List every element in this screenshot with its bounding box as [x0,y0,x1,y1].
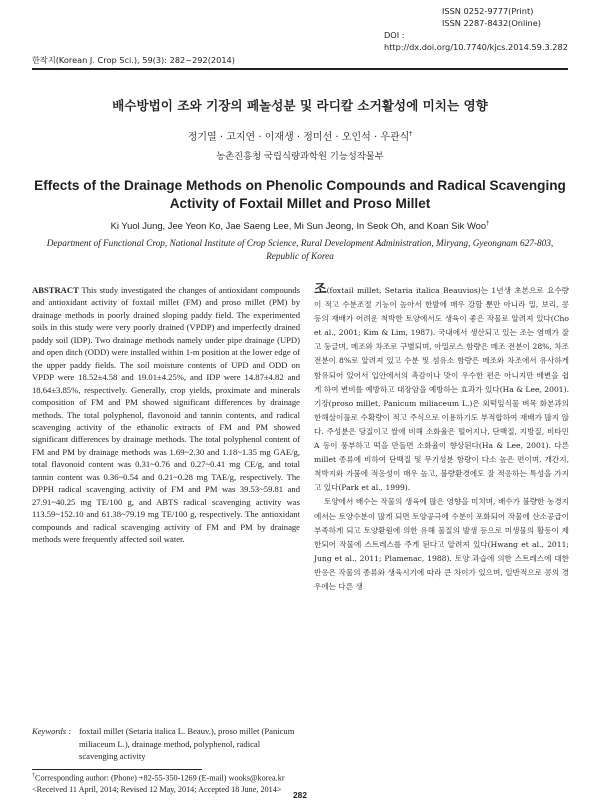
header-identifiers [384,5,568,53]
issn-online: ISSN 2287-8432(Online) [442,18,541,28]
corresponding-author-text: Corresponding author: (Phone) +82-55-350-1269 (E-mail) wooks@korea.kr [35,773,285,783]
affiliation-korean: 농촌진흥청 국립식량과학원 기능성작물부 [216,151,384,162]
title-korean: 배수방법이 조와 기장의 페놀성분 및 라디칼 소거활성에 미치는 영향 [112,98,488,113]
received-dates: <Received 11 April, 2014; Revised 12 May, 2014; Accepted 18 June, 2014> [32,784,282,794]
authors-korean [0,128,600,143]
keywords-text: foxtail millet (Setaria italica L. Beauv.), proso millet (Panicum miliaceum L.), drainage method, polyphenol, radical scavenging activity [79,726,295,761]
author-mark: † [409,130,413,138]
footnote-rule [32,769,202,770]
keywords [32,725,300,763]
author-mark: † [486,220,490,227]
journal-reference: 한작지(Korean J. Crop Sci.), 59(3): 282~292(2014) [32,55,235,65]
affiliation-english: Department of Functional Crop, National Institute of Crop Science, Rural Development Administration, Miryang, Gyeongnam 627-803, Republic of Korea [46,239,554,262]
authors-english-text: Ki Yuol Jung, Jee Yeon Ko, Jae Saeng Lee, Mi Sun Jeong, In Seok Oh, and Koan Sik Woo [110,220,487,231]
abstract [32,284,300,546]
doi: DOI : http://dx.doi.org/10.7740/kjcs.2014.59.3.282 [384,30,568,52]
authors-english [0,220,600,231]
body-paragraph-2: 토양에서 배수는 작물의 생육에 많은 영향을 미치며, 배수가 불량한 농경지에서는 토양수분이 많게 되면 토양공극에 수분이 포화되어 작물에 산소공급이 부족하게 되고 토양환원에 의한 유해 물질의 발생 등으로 미생물의 활동이 제한되어 작물에 스트레스를 주게 된다고 알려져 있다(Hwang et al., 2011; Jung et al., 2011; Plamenac, 1988). 토양 과습에 의한 스트레스에 대한 반응은 작물의 종류와 생육시기에 따라 큰 차이가 있으며, 일반적으로 콩의 경우에는 다른 생 [314,497,569,591]
body-paragraph-1: (foxtail millet, Setaria italica Beauvios)는 1년생 초본으로 요수량이 적고 수분조절 기능이 높아서 한발에 매우 강할 뿐만 아니라 밀, 보리, 콩 등의 재배가 어려운 척박한 토양에서도 생육이 좋은 작물로 알려져 있다(Cho et al., 2001; Kim & Lim, 1987). 국내에서 생산되고 있는 조는 염매가 잘고 둥글며, 메조와 차조로 구별되며, 아밀로스 함량은 메조 전분이 28%, 차조 전분이 8%로 알려져 있고 수분 및 섬유소 함량은 메조와 차조에서 유사하게 함유되어 있어서 입안에서의 촉감이나 맛이 우수한 편은 아니지만 배변을 쉽게 하여 변비를 예방하고 대장암을 예방하는 효과가 있다(Ha & Lee, 2001). 기장(proso millet, Panicum miliaceum L.)은 외떡잎식물 벼목 화본과의 한해살이풀로 수확량이 적고 주식으로 이용하기도 부적합하여 재배가 많지 않다. 주성분은 당질이고 쌀에 비해 소화율은 떨어지나, 단백질, 지방질, 비타민 A 등이 풍부하고 떡을 만들면 소화율이 향상된다(Ha & Lee, 2001). 다른 millet 종류에 비하여 단백질 및 무기성분 함량이 다소 높은 편이며, 개간지, 척박지와 가뭄에 적응성이 매우 높고, 불량환경에도 잘 적응하는 특성을 가지고 있다(Park et al., 1999). [314,286,569,493]
dropcap: 조 [314,282,327,297]
keywords-label: Keywords : [32,726,72,736]
title-english: Effects of the Drainage Methods on Phenolic Compounds and Radical Scavenging Activity of Foxtail Millet and Proso Millet [34,178,566,211]
body-paragraph [314,283,569,495]
corresponding-author [32,771,285,784]
abstract-label: ABSTRACT [32,285,79,295]
issn-print: ISSN 0252-9777(Print) [442,6,534,16]
authors-korean-text: 정기열 · 고지연 · 이재생 · 정미선 · 오인석 · 우관식 [187,132,410,143]
header-rule [32,68,568,70]
abstract-text: This study investigated the changes of antioxidant compounds and antioxidant activity of foxtail millet (FM) and proso millet (PM) by drainage methods in poorly drained sloping paddy field. The experimented soils in this study were very poorly drained (VPDP) and imperfectly drained paddy soil (IDP). Two drainage methods namely under pipe drainage (UPD) and open ditch (ODD) were installed within 1-m position at the lower edge of the upper paddy fields. The soil moisture contents of UPD and ODD on VPDP were 18.52±4.58 and 19.01±4.25%, and IDP were 14.87±4.82 and 18.64±3.85%, respectively. Generally, crop yields, proximate and minerals composition of FM and PM showed significant differences by drainage methods. The total polyphenol, flavonoid and tannin contents, and radical scavenging activity of the ethanolic extracts of FM and PM showed significant differences by drainage methods. The total polyphenol content of FM and PM by drainage methods was 1.69~2.30 and 1.18~1.35 mg GAE/g, total flavonoid content was 0.31~0.76 and 0.27~0.41 mg CE/g, and total tannin content was 0.36~0.54 and 0.21~0.28 mg TAE/g, respectively. The DPPH radical scavenging activity of FM and PM was 39.53~59.81 and 27.91~40.25 mg TE/100 g, and ABTS radical scavenging activity was 113.59~152.10 and 61.38~79.19 mg TE/100 g, respectively. The antioxidant compounds and radical scavenging activity of FM and PM by drainage methods were frequently affected soil water. [32,285,300,545]
body-text-column [314,283,569,594]
page-number: 282 [293,790,307,800]
author-mark: † [32,773,35,779]
